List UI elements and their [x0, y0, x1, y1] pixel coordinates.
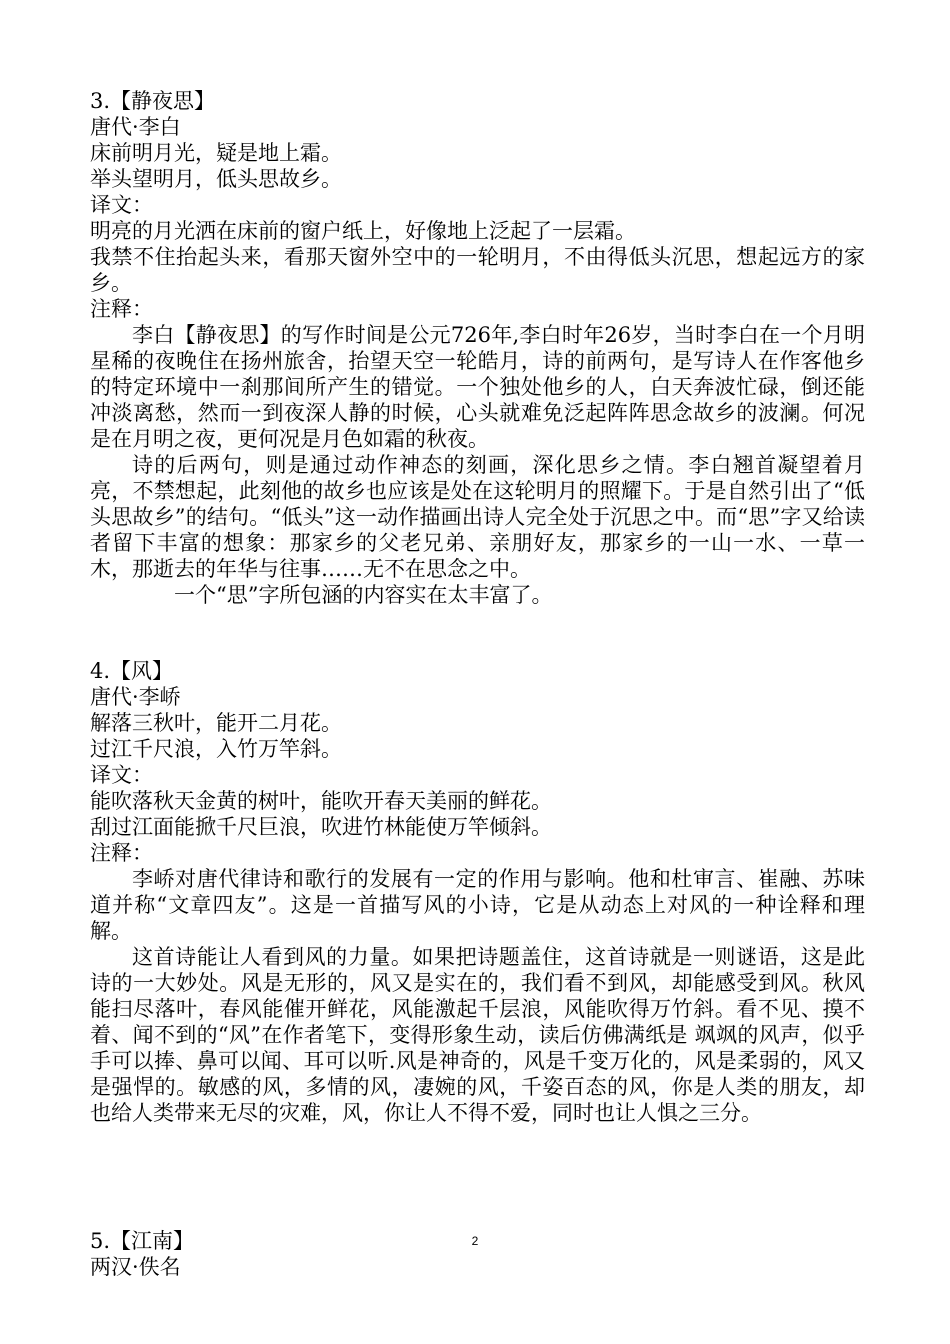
notes-paragraph: 诗的后两句，则是通过动作神态的刻画，深化思乡之情。李白翘首凝望着月亮，不禁想起，此刻他的故乡也应该是处在这轮明月的照耀下。于是自然引出了“低头思故乡”的结句。“低头”这一动作描画出诗人完全处于沉思之中。而“思”字又给读者留下丰富的想象：那家乡的父老兄弟、亲朋好友，那家乡的一山一水、一草一木，那逝去的年华与往事……无不在思念之中。: [90, 453, 865, 581]
notes-paragraph: 李白【静夜思】的写作时间是公元726年,李白时年26岁，当时李白在一个月明星稀的夜晚住在扬州旅舍，抬望天空一轮皓月，诗的前两句，是写诗人在作客他乡的特定环境中一刹那间所产生的错觉。一个独处他乡的人，白天奔波忙碌，倒还能冲淡离愁，然而一到夜深人静的时候，心头就难免泛起阵阵思念故乡的波澜。何况是在月明之夜，更何况是月色如霜的秋夜。: [90, 323, 865, 451]
notes-label: 注释：: [90, 297, 153, 321]
poem-title: 3.【静夜思】: [90, 89, 216, 113]
poem-author: 唐代·李峤: [90, 685, 181, 709]
poem-section-jingyesi: [90, 88, 865, 608]
translation-line: 刮过江面能掀千尺巨浪，吹进竹林能使万竿倾斜。: [90, 815, 552, 839]
poem-author: 两汉·佚名: [90, 1255, 181, 1279]
translation-line: 我禁不住抬起头来，看那天窗外空中的一轮明月，不由得低头沉思，想起远方的家乡。: [90, 245, 865, 295]
poem-line: 举头望明月，低头思故乡。: [90, 167, 342, 191]
translation-label: 译文：: [90, 193, 153, 217]
translation-label: 译文：: [90, 763, 153, 787]
section-spacer: [90, 1126, 865, 1228]
notes-paragraph: 这首诗能让人看到风的力量。如果把诗题盖住，这首诗就是一则谜语，这是此诗的一大妙处。风是无形的，风又是实在的，我们看不到风，却能感受到风。秋风能扫尽落叶，春风能催开鲜花，风能激起千层浪，风能吹得万竹斜。看不见、摸不着、闻不到的“风”在作者笔下，变得形象生动，读后仿佛满纸是 飒飒的风声，似乎手可以捧、鼻可以闻、耳可以听.风是神奇的，风是千变万化的，风是柔弱的，风又是强悍的。敏感的风，多情的风，凄婉的风，千姿百态的风，你是人类的朋友，却也给人类带来无尽的灾难，风，你让人不得不爱，同时也让人惧之三分。: [90, 945, 865, 1125]
page-number: 2: [471, 1234, 479, 1248]
translation-line: 能吹落秋天金黄的树叶，能吹开春天美丽的鲜花。: [90, 789, 552, 813]
notes-paragraph: 一个“思”字所包涵的内容实在太丰富了。: [174, 583, 553, 607]
poem-section-feng: [90, 658, 865, 1126]
poem-line: 床前明月光，疑是地上霜。: [90, 141, 342, 165]
notes-paragraph: 李峤对唐代律诗和歌行的发展有一定的作用与影响。他和杜审言、崔融、苏味道并称“文章四友”。这是一首描写风的小诗，它是从动态上对风的一种诠释和理解。: [90, 867, 865, 943]
document-page: [90, 88, 865, 1280]
poem-title: 4.【风】: [90, 659, 174, 683]
poem-line: 解落三秋叶，能开二月花。: [90, 711, 342, 735]
poem-line: 过江千尺浪，入竹万竿斜。: [90, 737, 342, 761]
translation-line: 明亮的月光洒在床前的窗户纸上，好像地上泛起了一层霜。: [90, 219, 636, 243]
poem-title: 5.【江南】: [90, 1229, 195, 1253]
poem-author: 唐代·李白: [90, 115, 181, 139]
notes-label: 注释：: [90, 841, 153, 865]
section-spacer: [90, 608, 865, 658]
